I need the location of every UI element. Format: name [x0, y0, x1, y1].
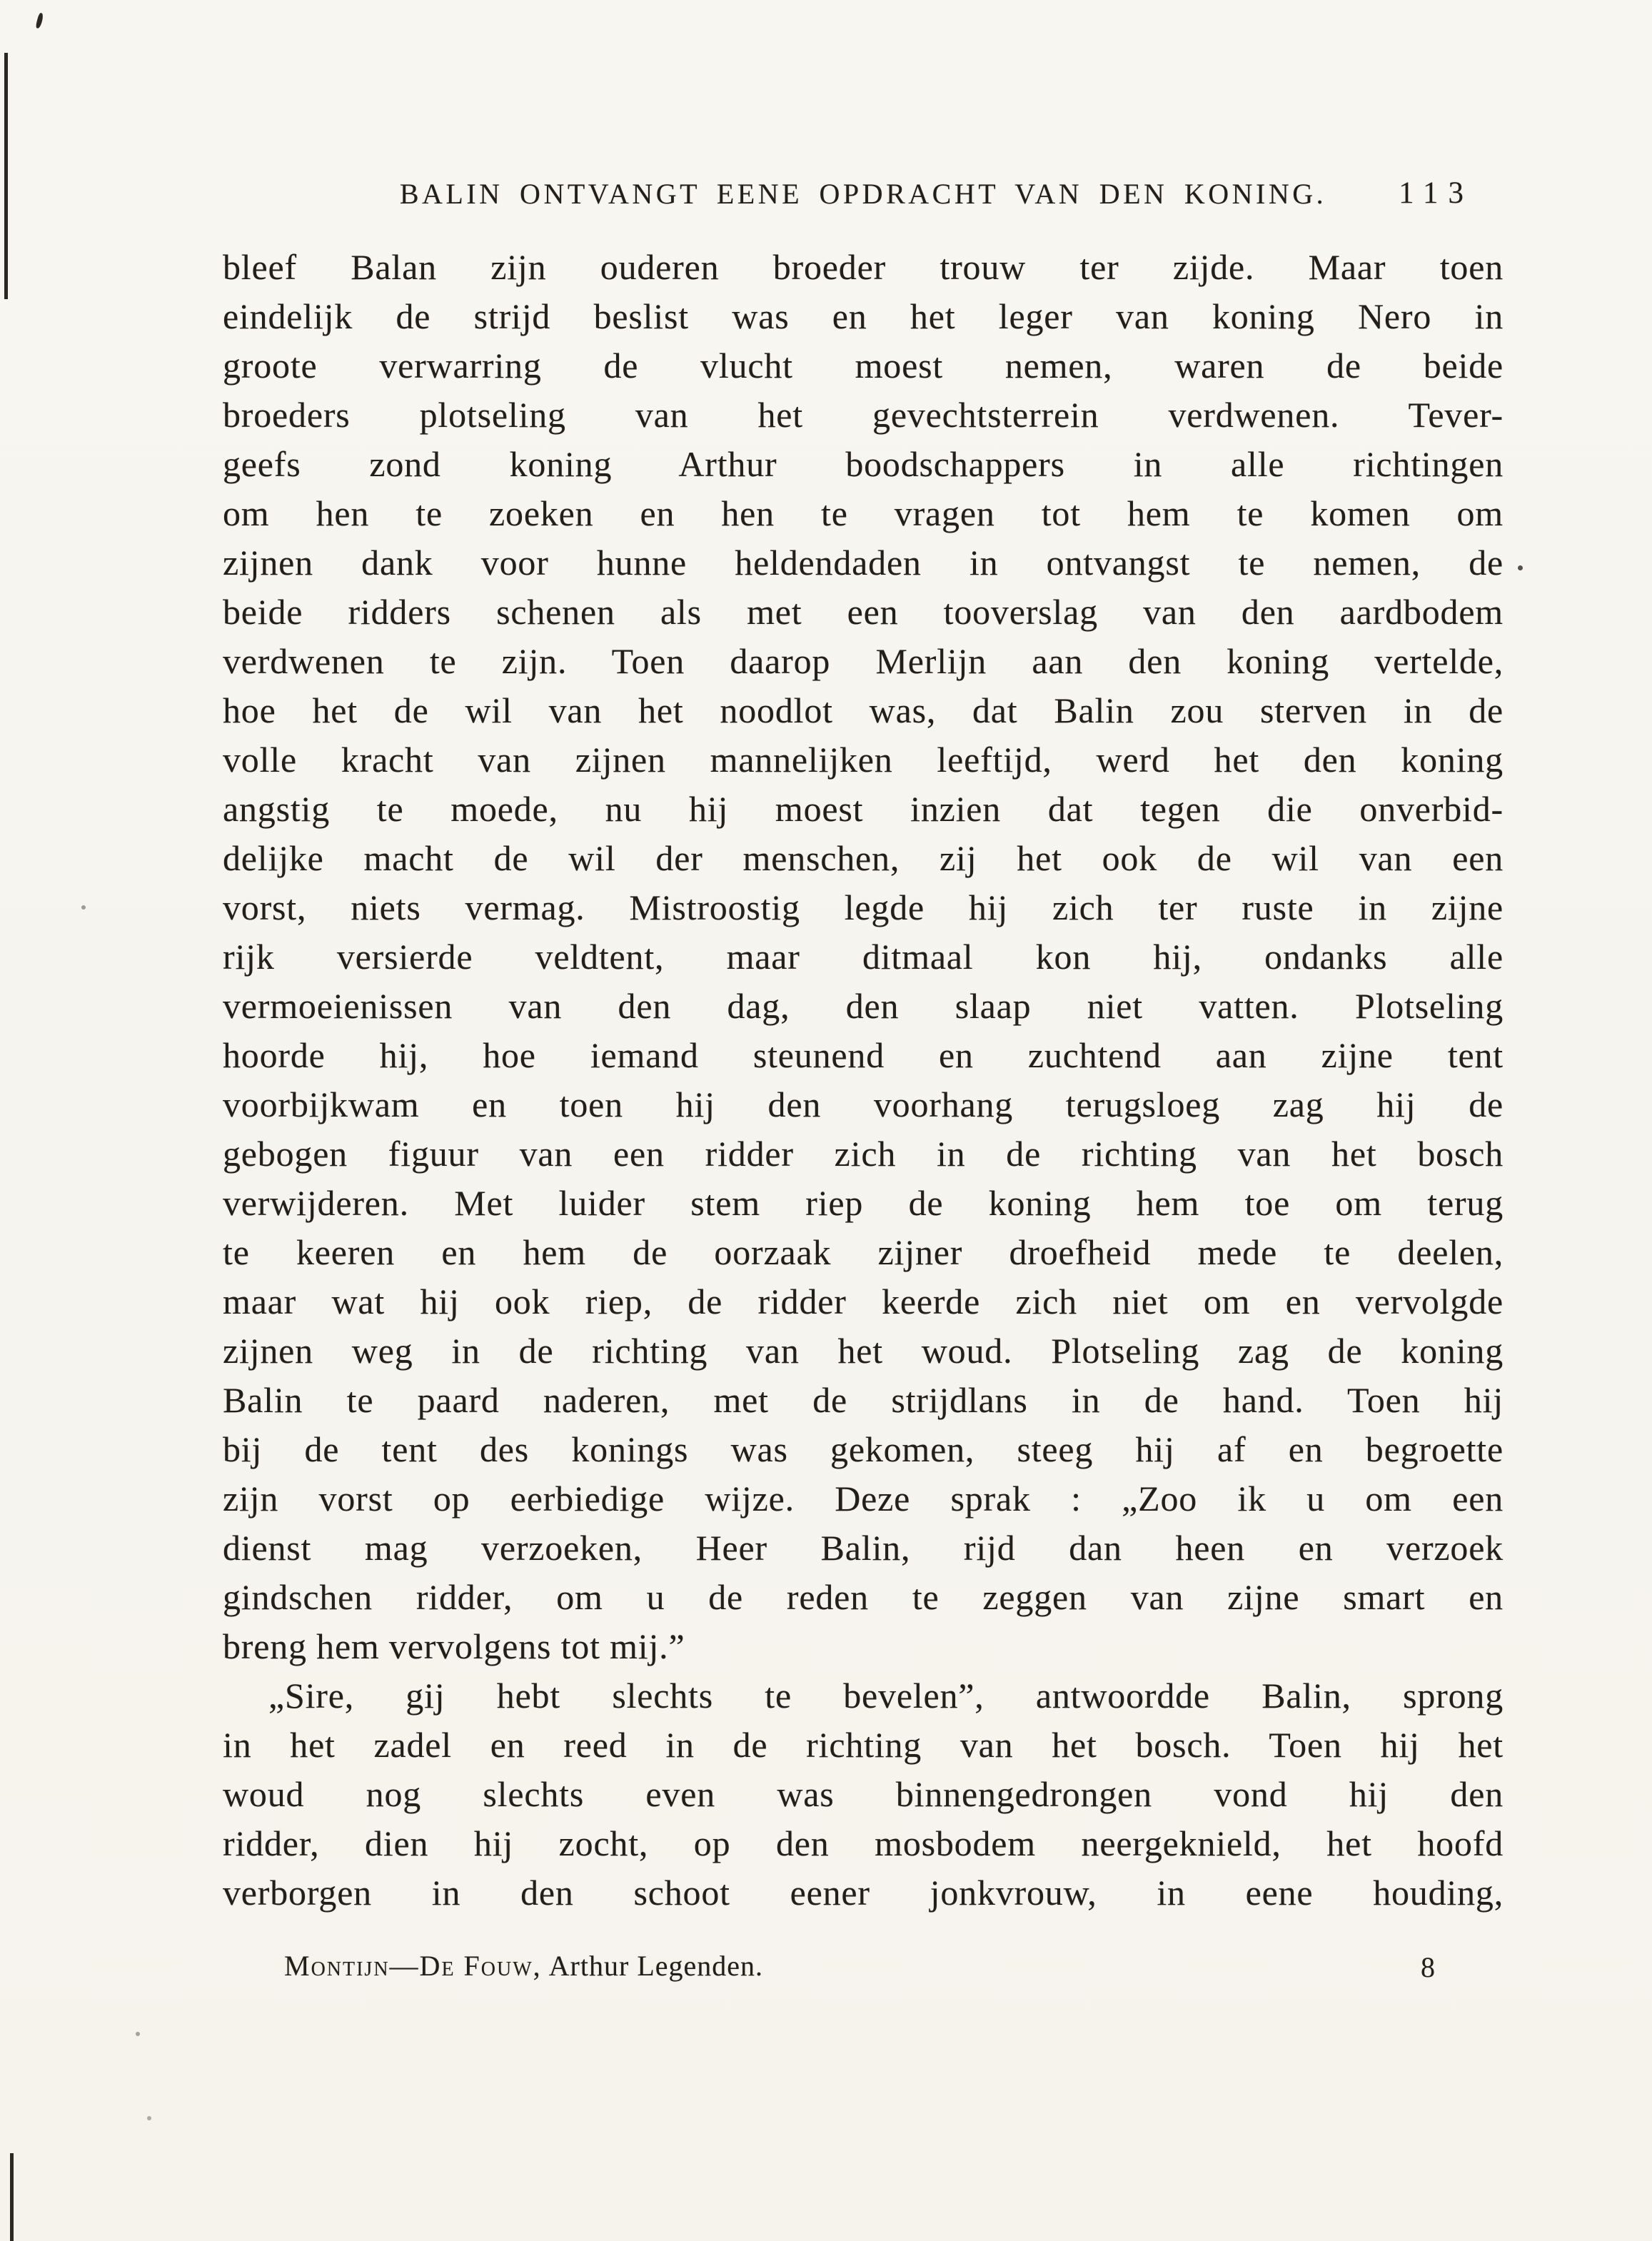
text-line: woud nog slechts even was binnengedrongen vond hij den — [223, 1774, 1504, 1814]
colophon-author: Montijn—De Fouw, — [284, 1950, 542, 1982]
scan-speck — [136, 2032, 140, 2036]
text-line: hoe het de wil van het noodlot was, dat Balin zou sterven in de — [223, 690, 1504, 730]
running-title: BALIN ONTVANGT EENE OPDRACHT VAN DEN KONING. — [399, 178, 1327, 210]
scan-artifact-apostrophe-mark — [35, 12, 44, 29]
page-body — [223, 243, 1504, 1918]
page-footer — [223, 1949, 1504, 1992]
text-line: zijnen dank voor hunne heldendaden in ontvangst te nemen, de — [223, 543, 1504, 583]
text-line: verborgen in den schoot eener jonkvrouw, in eene houding, — [223, 1873, 1504, 1913]
colophon-work-title: Arthur Legenden. — [548, 1950, 764, 1982]
text-line: ridder, dien hij zocht, op den mosbodem neergeknield, het hoofd — [223, 1823, 1504, 1863]
page-number: 113 — [1399, 176, 1474, 210]
text-line: gebogen figuur van een ridder zich in de richting van het bosch — [223, 1134, 1504, 1174]
scan-speck — [147, 2116, 151, 2120]
text-line: voorbijkwam en toen hij den voorhang terugsloeg zag hij de — [223, 1084, 1504, 1124]
scan-speck — [81, 905, 86, 910]
text-line: verdwenen te zijn. Toen daarop Merlijn aan den koning vertelde, — [223, 641, 1504, 681]
text-line: beide ridders schenen als met een tooverslag van den aardbodem — [223, 592, 1504, 632]
signature-number: 8 — [1421, 1951, 1435, 1983]
text-line: broeders plotseling van het gevechtsterrein verdwenen. Tever- — [223, 395, 1504, 435]
text-line: te keeren en hem de oorzaak zijner droefheid mede te deelen, — [223, 1232, 1504, 1272]
text-line: angstig te moede, nu hij moest inzien dat tegen die onverbid- — [223, 789, 1504, 829]
text-line: vorst, niets vermag. Mistroostig legde hij zich ter ruste in zijne — [223, 887, 1504, 927]
text-line: vermoeienissen van den dag, den slaap niet vatten. Plotseling — [223, 986, 1504, 1026]
colophon — [284, 1949, 763, 1983]
text-line: bleef Balan zijn ouderen broeder trouw ter zijde. Maar toen — [223, 247, 1504, 287]
paragraph — [223, 243, 1504, 1671]
text-line: zijn vorst op eerbiedige wijze. Deze sprak : „Zoo ik u om een — [223, 1479, 1504, 1519]
text-line: volle kracht van zijnen mannelijken leeftijd, werd het den koning — [223, 740, 1504, 780]
text-line: eindelijk de strijd beslist was en het leger van koning Nero in — [223, 296, 1504, 336]
text-line: dienst mag verzoeken, Heer Balin, rijd dan heen en verzoek — [223, 1528, 1504, 1568]
text-line: hoorde hij, hoe iemand steunend en zuchtend aan zijne tent — [223, 1035, 1504, 1075]
scan-artifact-bottom-left-line — [10, 2153, 14, 2241]
scan-speck — [1518, 565, 1523, 570]
text-line: verwijderen. Met luider stem riep de koning hem toe om terug — [223, 1183, 1504, 1223]
paragraph — [223, 1671, 1504, 1918]
text-line: breng hem vervolgens tot mij.” — [223, 1626, 685, 1666]
text-line: zijnen weg in de richting van het woud. Plotseling zag de koning — [223, 1331, 1504, 1371]
text-line: „Sire, gij hebt slechts te bevelen”, antwoordde Balin, sprong — [268, 1676, 1504, 1716]
text-line: om hen te zoeken en hen te vragen tot hem te komen om — [223, 493, 1504, 533]
text-line: in het zadel en reed in de richting van het bosch. Toen hij het — [223, 1725, 1504, 1765]
text-line: maar wat hij ook riep, de ridder keerde zich niet om en vervolgde — [223, 1281, 1504, 1321]
text-line: groote verwarring de vlucht moest nemen, waren de beide — [223, 346, 1504, 386]
text-line: rijk versierde veldtent, maar ditmaal kon hij, ondanks alle — [223, 937, 1504, 977]
text-line: gindschen ridder, om u de reden te zeggen van zijne smart en — [223, 1577, 1504, 1617]
scan-artifact-left-edge-line — [4, 53, 8, 299]
running-head — [223, 177, 1504, 214]
text-line: bij de tent des konings was gekomen, steeg hij af en begroette — [223, 1429, 1504, 1469]
text-line: geefs zond koning Arthur boodschappers in alle richtingen — [223, 444, 1504, 484]
text-line: delijke macht de wil der menschen, zij het ook de wil van een — [223, 838, 1504, 878]
text-line: Balin te paard naderen, met de strijdlans in de hand. Toen hij — [223, 1380, 1504, 1420]
